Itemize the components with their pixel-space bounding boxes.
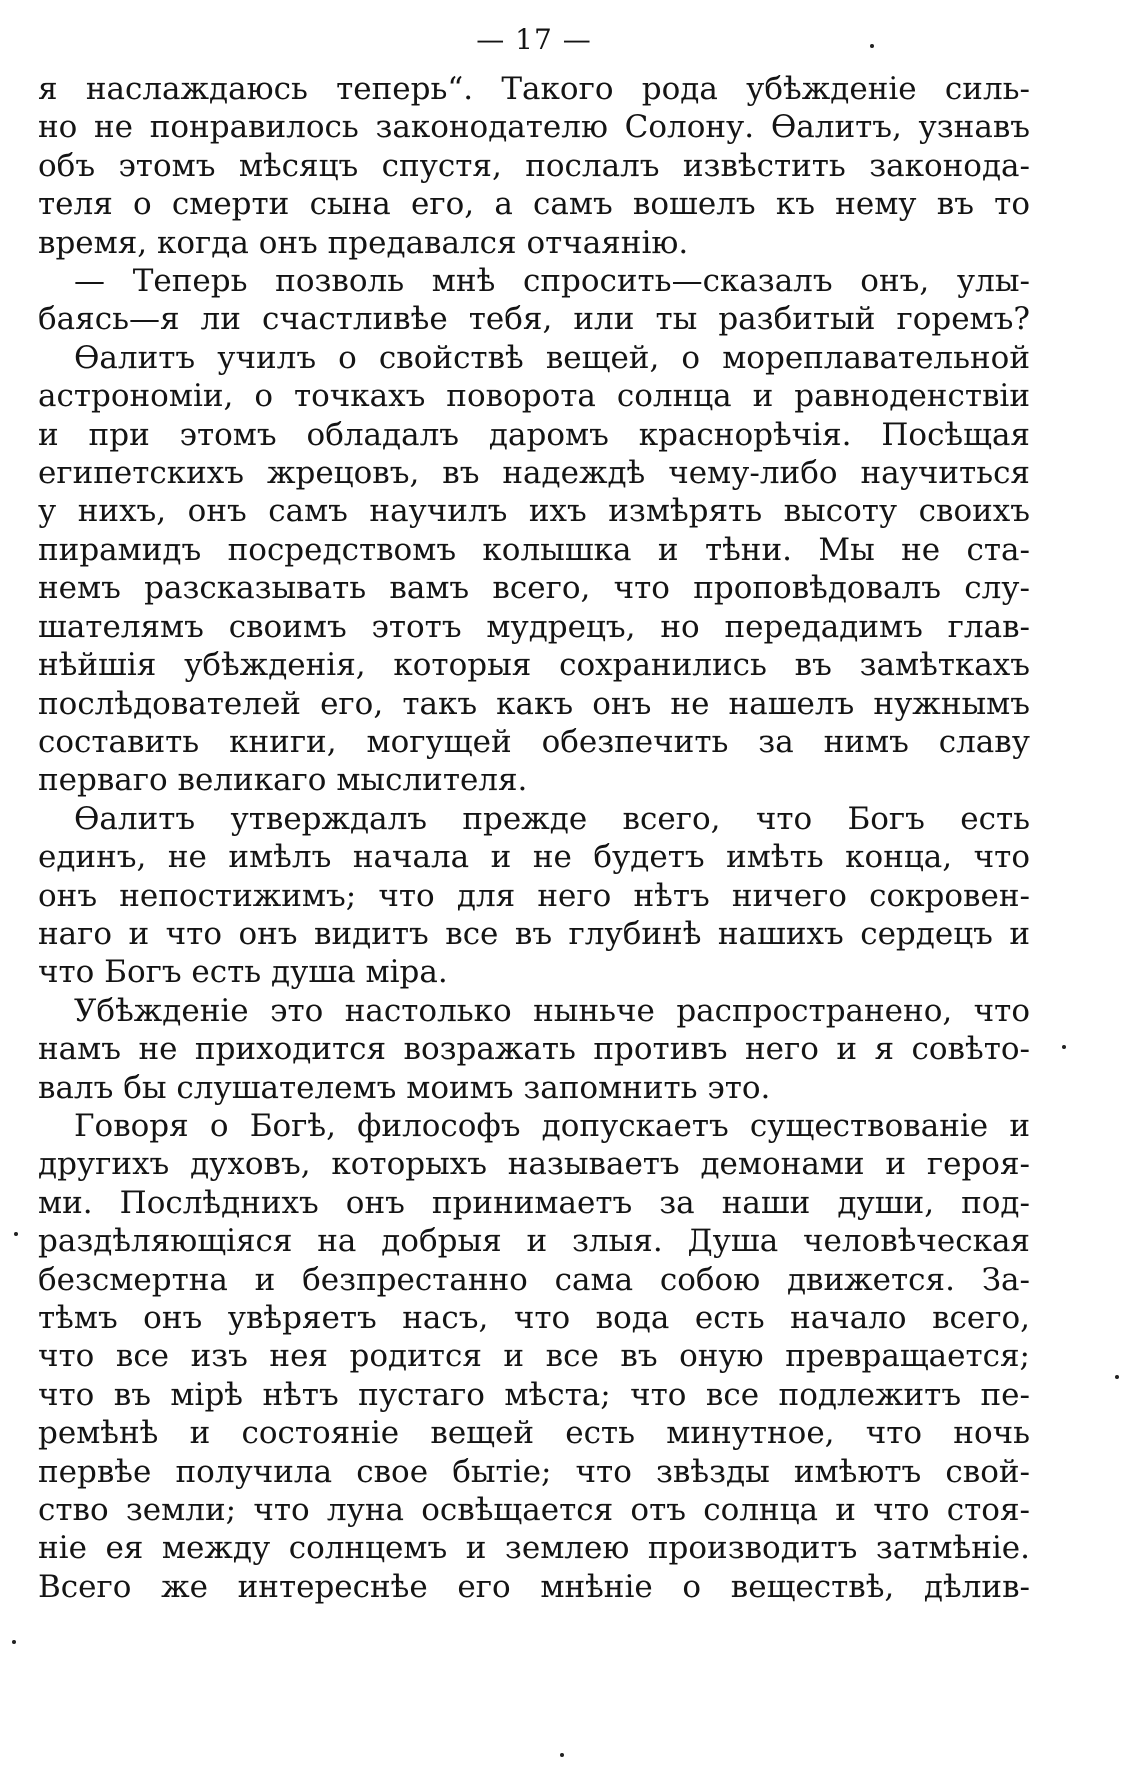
text-line: перваго великаго мыслителя.	[38, 762, 528, 799]
text-line: тѣмъ онъ увѣряетъ насъ, что вода есть начало всего,	[38, 1300, 1030, 1336]
text-line: Говоря о Богѣ, философъ допускаетъ существованіе и	[74, 1107, 1030, 1144]
text-line: объ этомъ мѣсяцъ спустя, послалъ извѣстить законода-	[38, 147, 1030, 184]
text-line: ми. Послѣднихъ онъ принимаетъ за наши души, под-	[38, 1184, 1030, 1221]
text-line: немъ разсказывать вамъ всего, что проповѣдовалъ слу-	[38, 570, 1030, 607]
text-line: что Богъ есть душа міра.	[38, 954, 448, 991]
text-line: онъ непостижимъ; что для него нѣтъ ничего сокровен-	[38, 877, 1030, 914]
text-line: ніе ея между солнцемъ и землею производитъ затмѣніе.	[38, 1530, 1030, 1567]
text-line: Ѳалитъ утверждалъ прежде всего, что Богъ есть	[74, 800, 1030, 837]
text-line: ство земли; что луна освѣщается отъ солнца и что стоя-	[38, 1492, 1030, 1529]
text-line: намъ не приходится возражать противъ него и я совѣто-	[38, 1031, 1030, 1068]
text-line: Ѳалитъ училъ о свойствѣ вещей, о мореплавательной	[74, 339, 1030, 376]
text-line: Всего же интереснѣе его мнѣніе о веществѣ, дѣлив-	[38, 1568, 1030, 1605]
text-line: раздѣляющіяся на добрыя и злыя. Душа человѣческая	[38, 1223, 1030, 1260]
paragraph-3	[38, 339, 1030, 800]
paragraph-5	[38, 992, 1030, 1107]
text-line: я наслаждаюсь теперь“. Такого рода убѣжденіе силь-	[38, 71, 1030, 107]
text-line: у нихъ, онъ самъ научилъ ихъ измѣрять высоту своихъ	[38, 493, 1030, 530]
scan-speck	[14, 1232, 18, 1236]
text-line: время, когда онъ предавался отчаянію.	[38, 224, 689, 261]
text-line: что все изъ нея родится и все въ оную превращается;	[38, 1338, 1030, 1375]
text-line: теля о смерти сына его, а самъ вошелъ къ нему въ то	[38, 186, 1030, 223]
text-line: египетскихъ жрецовъ, въ надеждѣ чему-либо научиться	[38, 455, 1030, 492]
text-line: что въ мірѣ нѣтъ пустаго мѣста; что все подлежитъ пе-	[38, 1376, 1030, 1413]
text-line: другихъ духовъ, которыхъ называетъ демонами и героя-	[38, 1146, 1030, 1183]
text-line: нѣйшія убѣжденія, которыя сохранились въ замѣткахъ	[38, 647, 1030, 684]
scan-speck	[1062, 1045, 1066, 1049]
text-line: ремѣнѣ и состояніе вещей есть минутное, что ночь	[38, 1415, 1030, 1452]
scan-speck	[12, 1640, 16, 1644]
paragraph-1	[38, 70, 1030, 262]
text-line: шателямъ своимъ этотъ мудрецъ, но передадимъ глав-	[38, 608, 1030, 645]
text-line: наго и что онъ видитъ все въ глубинѣ нашихъ сердецъ и	[38, 915, 1030, 952]
text-line: астрономіи, о точкахъ поворота солнца и равноденствіи	[38, 378, 1030, 415]
text-line: первѣе получила свое бытіе; что звѣзды имѣютъ свой-	[38, 1453, 1030, 1490]
scan-speck	[1115, 1375, 1119, 1379]
paragraph-2	[38, 262, 1030, 339]
text-line: — Теперь позволь мнѣ спросить—сказалъ онъ, улы-	[74, 263, 1030, 300]
text-line: валъ бы слушателемъ моимъ запомнить это.	[38, 1069, 771, 1106]
text-line: послѣдователей его, такъ какъ онъ не нашелъ нужнымъ	[38, 685, 1030, 722]
paragraph-4	[38, 800, 1030, 992]
text-line: и при этомъ обладалъ даромъ краснорѣчія. Посѣщая	[38, 416, 1030, 453]
text-line: пирамидъ посредствомъ колышка и тѣни. Мы не ста-	[38, 531, 1030, 568]
text-line: составить книги, могущей обезпечить за нимъ славу	[38, 723, 1030, 760]
paragraph-6	[38, 1107, 1030, 1606]
text-line: Убѣжденіе это настолько ныньче распространено, что	[74, 992, 1030, 1029]
scan-speck	[560, 1753, 564, 1757]
text-line: безсмертна и безпрестанно сама собою движется. За-	[38, 1261, 1030, 1298]
text-line: единъ, не имѣлъ начала и не будетъ имѣть конца, что	[38, 839, 1030, 876]
scan-speck	[870, 44, 874, 48]
text-line: баясь—я ли счастливѣе тебя, или ты разбитый горемъ?	[38, 301, 1030, 338]
page-number: — 17 —	[476, 23, 592, 56]
text-line: но не понравилось законодателю Солону. Ѳалитъ, узнавъ	[38, 109, 1030, 146]
